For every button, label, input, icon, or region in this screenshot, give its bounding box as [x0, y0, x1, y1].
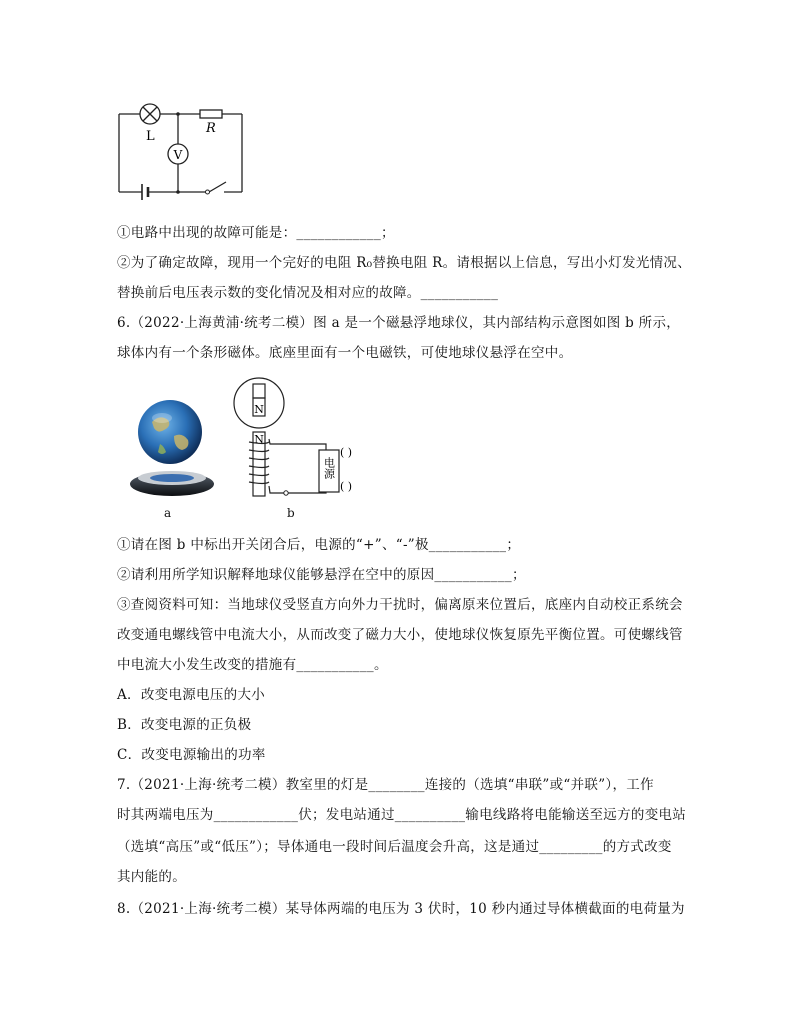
q5-item2-line1: ②为了确定故障，现用一个完好的电阻 R₀替换电阻 R。请根据以上信息，写出小灯发光情况、	[117, 255, 692, 271]
q7-line1: 7.（2021·上海·统考二模）教室里的灯是________连接的（选填“串联”或“并联”），工作	[117, 777, 654, 793]
q6-option-b: B．改变电源的正负极	[117, 717, 252, 733]
q6-option-c: C．改变电源输出的功率	[117, 747, 266, 763]
resistor-label: R	[206, 121, 216, 136]
q6-item1: ①请在图 b 中标出开关闭合后，电源的“+”、“-”极___________；	[117, 537, 521, 553]
levitating-globe-photo	[124, 392, 220, 500]
power-source-label: 电源	[322, 457, 336, 479]
q6-item3-line3: 中电流大小发生改变的措施有___________。	[117, 657, 388, 673]
circuit-diagram	[110, 98, 260, 202]
q6-item2: ②请利用所学知识解释地球仪能够悬浮在空中的原因___________；	[117, 567, 526, 583]
q6-item3-line2: 改变通电螺线管中电流大小，从而改变了磁力大小，使地球仪恢复原先平衡位置。可使螺线管	[117, 627, 683, 643]
q7-line2: 时其两端电压为____________伏；发电站通过__________输电线路将电能输送至远方的变电站	[117, 807, 687, 823]
figure-a-label: a	[164, 506, 172, 520]
q6-stem-line2: 球体内有一个条形磁体。底座里面有一个电磁铁，可使地球仪悬浮在空中。	[117, 345, 573, 361]
source-bottom-pole-blank: ( )	[340, 480, 353, 493]
q6-item3-line1: ③查阅资料可知：当地球仪受竖直方向外力干扰时，偏离原来位置后，底座内自动校正系统会	[117, 597, 683, 613]
q5-item1: ①电路中出现的故障可能是：____________；	[117, 225, 395, 241]
q7-line3: （选填“高压”或“低压”）；导体通电一段时间后温度会升高，这是通过_________的方式改变	[117, 839, 672, 855]
voltmeter-label: V	[173, 148, 183, 162]
magnet-n-label: N	[254, 403, 264, 416]
q6-option-a: A．改变电源电压的大小	[117, 687, 266, 703]
maglev-structure-diagram	[232, 376, 382, 506]
q7-line4: 其内能的。	[117, 869, 186, 885]
q8-line1: 8.（2021·上海·统考二模）某导体两端的电压为 3 伏时，10 秒内通过导体横截面的电荷量为	[117, 901, 685, 917]
figure-b-label: b	[287, 506, 295, 520]
source-top-pole-blank: ( )	[340, 446, 353, 459]
coil-n-label: N	[254, 433, 264, 446]
q6-stem-line1: 6.（2022·上海黄浦·统考二模）图 a 是一个磁悬浮地球仪，其内部结构示意图如图 b 所示，	[117, 315, 681, 331]
lamp-label: L	[146, 129, 155, 144]
q5-item2-line2: 替换前后电压表示数的变化情况及相对应的故障。___________	[117, 285, 499, 301]
